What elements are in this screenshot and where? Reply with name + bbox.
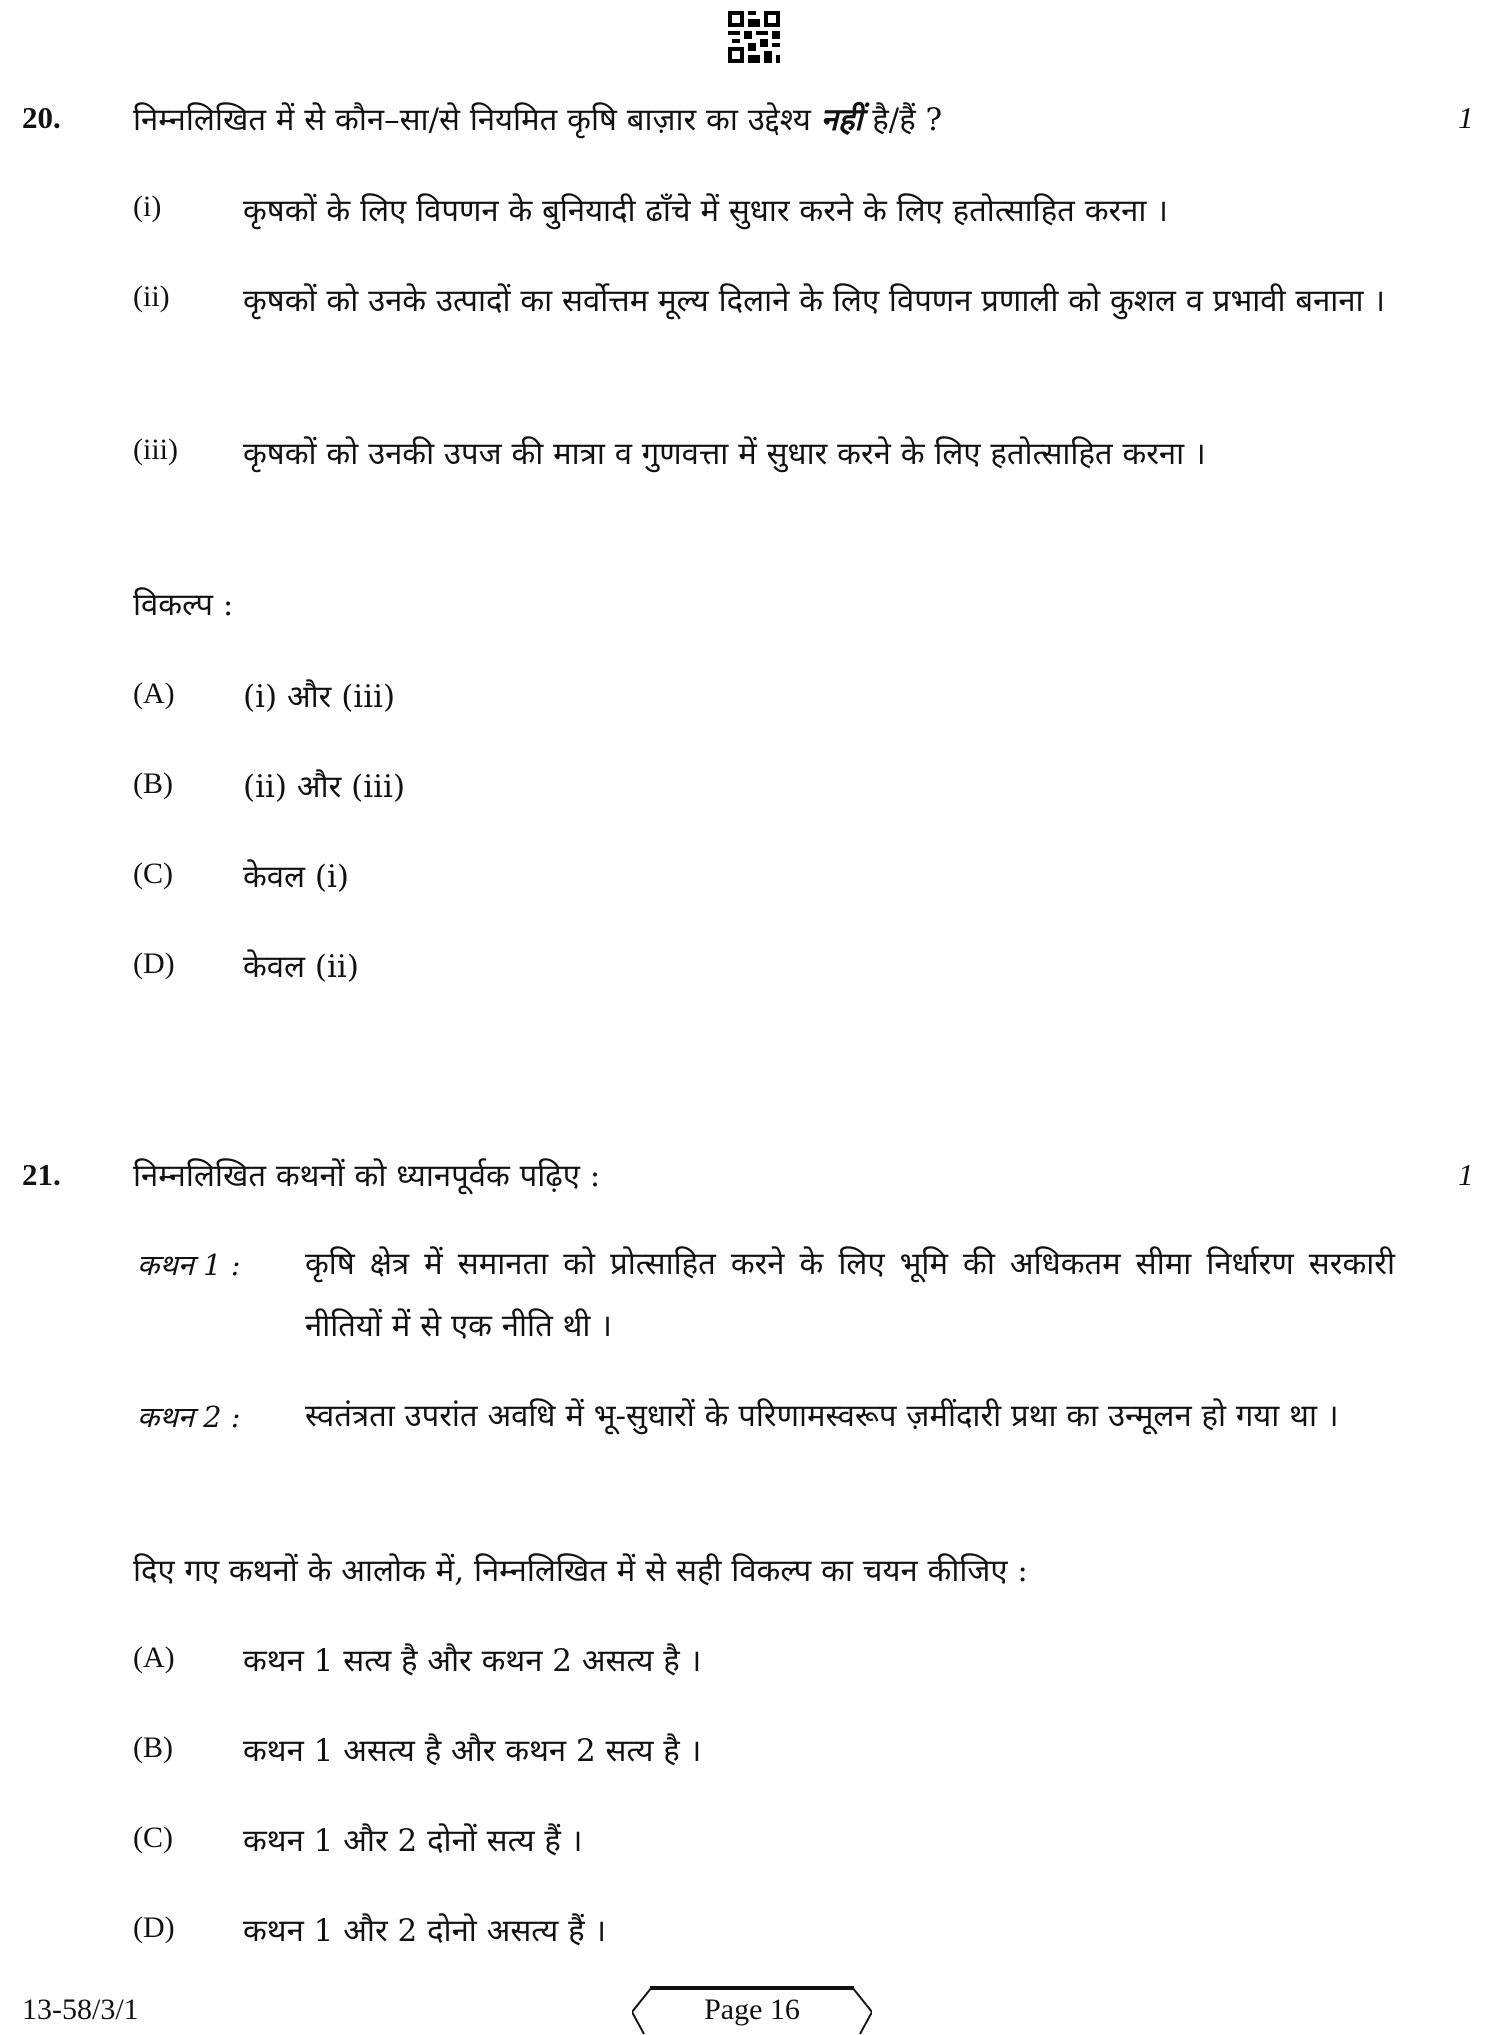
statement-text: स्वतंत्रता उपरांत अवधि में भू-सुधारों के परिणामस्वरूप ज़मींदारी प्रथा का उन्मूलन हो गया था । — [305, 1398, 1339, 1434]
instruction-text: दिए गए कथनों के आलोक में, निम्नलिखित में से सही विकल्प का चयन कीजिए : — [133, 1553, 1028, 1589]
option-label: (B) — [133, 1731, 173, 1764]
statement-text: कृषि क्षेत्र में समानता को प्रोत्साहित करने के लिए भूमि की अधिकतम सीमा निर्धारण सरकारी नीतियों में से एक नीति थी । — [305, 1246, 1395, 1344]
question-number: 20. — [22, 100, 61, 135]
question-marks: 1 — [1458, 1157, 1474, 1192]
stem-text: निम्नलिखित में से कौन–सा/से नियमित कृषि बाज़ार का उद्देश्य — [133, 102, 811, 138]
question-number: 21. — [22, 1157, 61, 1192]
option-text: केवल (i) — [243, 859, 350, 895]
option-label: (C) — [133, 1821, 173, 1854]
stem-text-end: है/हैं ? — [872, 102, 943, 138]
option-text: कथन 1 और 2 दोनो असत्य हैं । — [243, 1913, 607, 1949]
statement-text: कृषकों को उनकी उपज की मात्रा व गुणवत्ता में सुधार करने के लिए हतोत्साहित करना । — [243, 436, 1206, 472]
statement-label: (ii) — [133, 280, 170, 313]
option-label: (C) — [133, 857, 173, 890]
option-text: केवल (ii) — [243, 949, 359, 985]
statement-text: कृषकों के लिए विपणन के बुनियादी ढाँचे में सुधार करने के लिए हतोत्साहित करना । — [243, 193, 1169, 229]
option-label: (D) — [133, 947, 175, 980]
question-marks: 1 — [1458, 100, 1474, 135]
option-text: कथन 1 असत्य है और कथन 2 सत्य है । — [243, 1733, 702, 1769]
option-label: (A) — [133, 677, 175, 710]
page-number: Page 16 — [704, 1993, 800, 2026]
qr-code-icon — [728, 10, 780, 64]
option-text: कथन 1 सत्य है और कथन 2 असत्य है । — [243, 1643, 702, 1679]
statement-text: कृषकों को उनके उत्पादों का सर्वोत्तम मूल्य दिलाने के लिए विपणन प्रणाली को कुशल व प्रभावी बनाना । — [243, 283, 1386, 319]
stem-emphasis: नहीं — [820, 102, 863, 138]
option-label: (D) — [133, 1911, 175, 1944]
paper-code: 13-58/3/1 — [22, 1993, 139, 2026]
statement-label: (i) — [133, 190, 162, 223]
statement-label: कथन 1 : — [137, 1248, 241, 1282]
option-text: कथन 1 और 2 दोनों सत्य हैं । — [243, 1823, 583, 1859]
option-label: (A) — [133, 1641, 175, 1674]
option-label: (B) — [133, 767, 173, 800]
options-heading: विकल्प : — [133, 587, 234, 623]
option-text: (ii) और (iii) — [243, 769, 406, 805]
question-stem — [133, 89, 942, 151]
option-text: (i) और (iii) — [243, 679, 396, 715]
question-stem: निम्नलिखित कथनों को ध्यानपूर्वक पढ़िए : — [133, 1158, 601, 1194]
statement-label: कथन 2 : — [137, 1400, 241, 1434]
statement-label: (iii) — [133, 433, 178, 466]
